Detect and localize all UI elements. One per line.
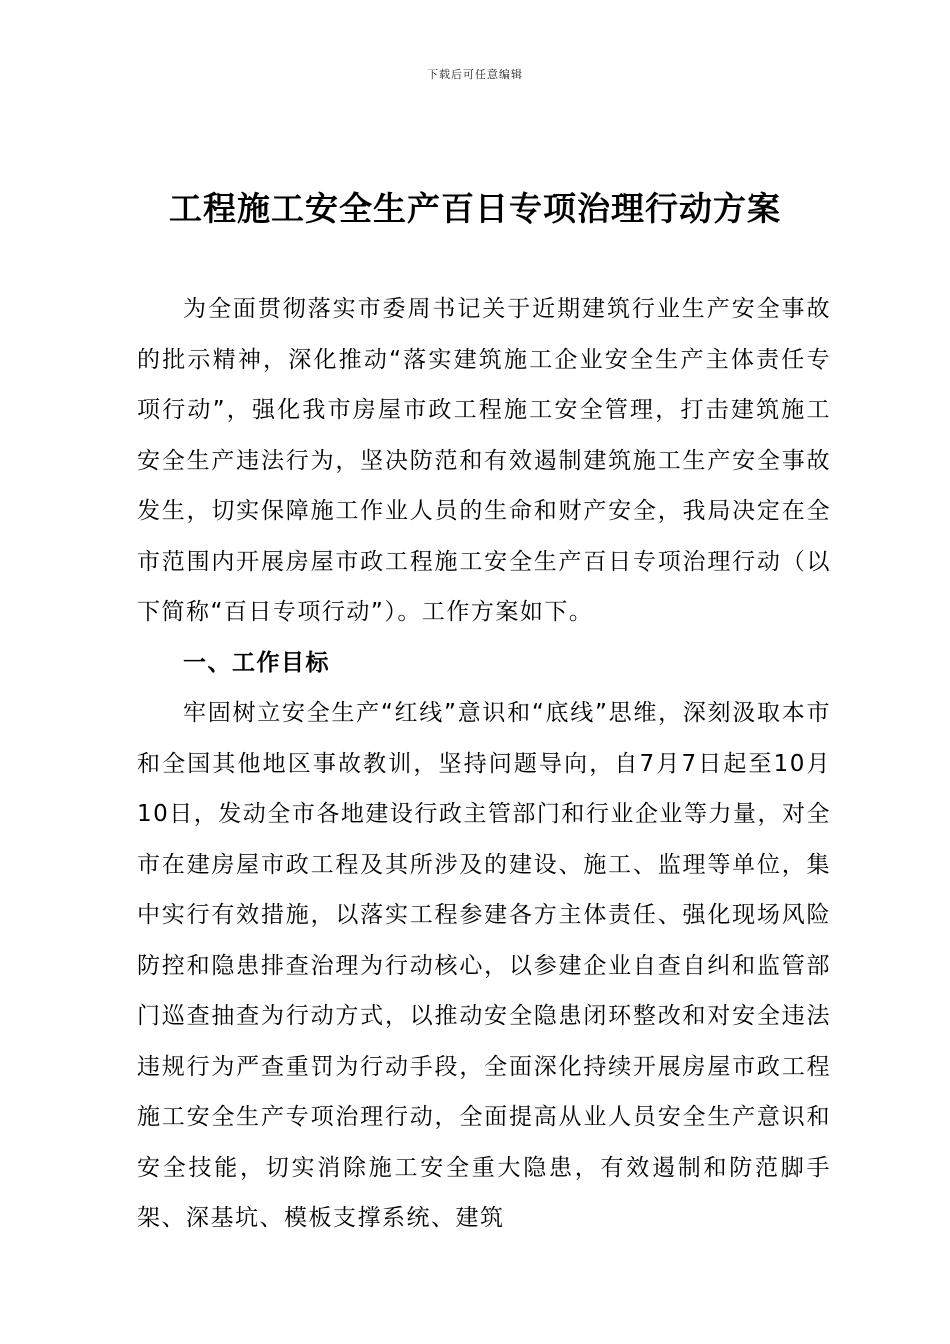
section-heading-goals: 一、工作目标 [183,649,330,676]
intro-paragraph: 为全面贯彻落实市委周书记关于近期建筑行业生产安全事故的批示精神，深化推动“落实建筑施工企业安全生产主体责任专项行动”，强化我市房屋市政工程施工安全管理，打击建筑施工安全生产违法行为，坚决防范和有效遏制建筑施工生产安全事故发生，切实保障施工作业人员的生命和财产安全，我局决定在全市范围内开展房屋市政工程施工安全生产百日专项治理行动（以下简称“百日专项行动”）。工作方案如下。 [137,296,831,625]
document-title: 工程施工安全生产百日专项治理行动方案 [169,189,781,228]
document-body [137,284,831,1244]
goals-paragraph: 牢固树立安全生产“红线”意识和“底线”思维，深刻汲取本市和全国其他地区事故教训，坚持问题导向，自7月7日起至10月10日，发动全市各地建设行政主管部门和行业企业等力量，对全市在建房屋市政工程及其所涉及的建设、施工、监理等单位，集中实行有效措施，以落实工程参建各方主体责任、强化现场风险防控和隐患排查治理为行动核心，以参建企业自查自纠和监管部门巡查抽查为行动方式，以推动安全隐患闭环整改和对安全违法违规行为严查重罚为行动手段，全面深化持续开展房屋市政工程施工安全生产专项治理行动，全面提高从业人员安全生产意识和安全技能，切实消除施工安全重大隐患，有效遏制和防范脚手架、深基坑、模板支撑系统、建筑 [137,700,831,1231]
header-note: 下载后可任意编辑 [427,68,523,81]
